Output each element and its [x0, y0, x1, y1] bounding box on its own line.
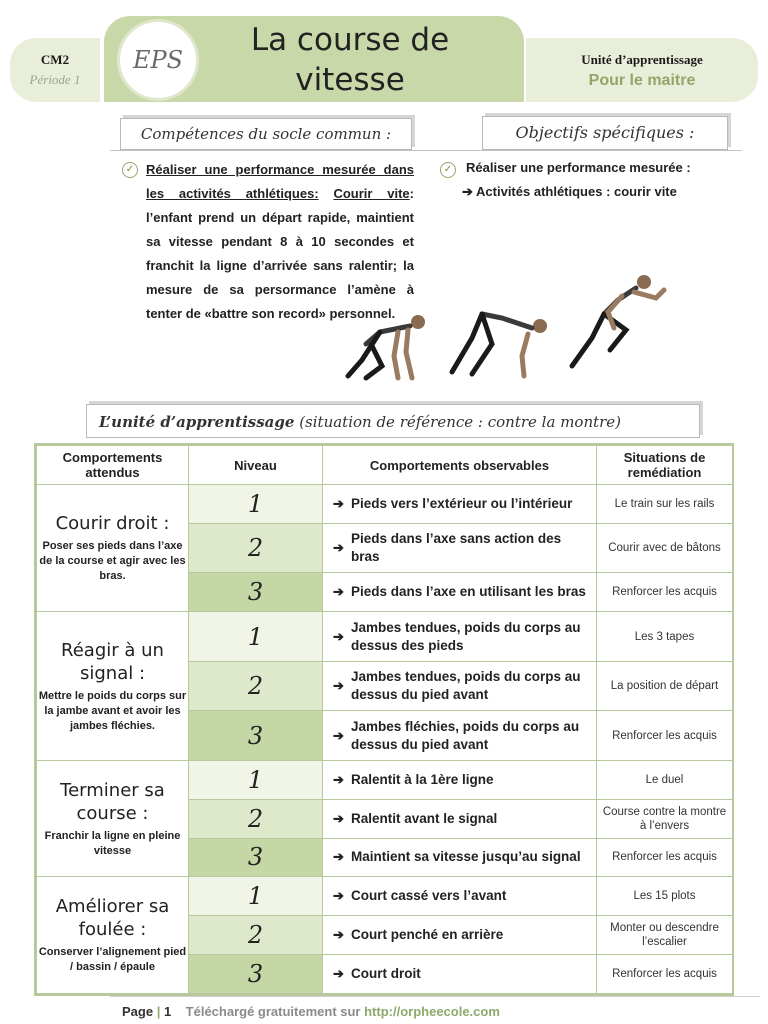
level-cell: 2 [189, 916, 323, 955]
behaviour-cell [37, 485, 189, 612]
behaviour-title: Améliorer sa foulée : [55, 896, 170, 941]
learning-unit-table [34, 443, 734, 996]
arrow-icon: ➔ [333, 849, 344, 865]
table-header-row [37, 446, 733, 485]
observable-cell [323, 612, 597, 662]
objectifs-heading: Objectifs spécifiques : [482, 116, 728, 150]
objectif-line-2 [462, 184, 677, 200]
class-label: CM2 [40, 52, 70, 67]
runner-crouch-icon [348, 315, 425, 378]
competence-underlined-2: Courir vite [333, 186, 410, 201]
remediation-cell: Renforcer les acquis [597, 711, 733, 761]
arrow-icon: ➔ [333, 966, 344, 982]
competences-heading: Compétences du socle commun : [120, 118, 412, 150]
arrow-icon: ➔ [333, 678, 344, 694]
level-cell: 3 [189, 573, 323, 612]
behaviour-description: Mettre le poids du corps sur la jambe avant et avoir les jambes fléchies. [38, 689, 187, 732]
arrow-icon: ➔ [333, 628, 344, 644]
unit-info-panel [526, 38, 758, 102]
check-icon: ✓ [440, 162, 456, 178]
check-icon: ✓ [122, 162, 138, 178]
unit-heading-bold: L’unité d’apprentissage [99, 413, 295, 431]
observable-text: Pieds vers l’extérieur ou l’intérieur [351, 495, 573, 511]
observable-text: Maintient sa vitesse jusqu’au signal [351, 849, 581, 865]
remediation-cell: Le duel [597, 760, 733, 799]
remediation-cell: Renforcer les acquis [597, 573, 733, 612]
level-cell: 2 [189, 661, 323, 711]
observable-cell [323, 799, 597, 838]
column-header: Comportements attendus [37, 446, 189, 485]
audience-label: Pour le maitre [588, 72, 696, 89]
behaviour-description: Conserver l’alignement pied / bassin / épaule [38, 946, 187, 974]
objectif-line-1: Réaliser une performance mesurée : [466, 160, 691, 175]
level-cell: 1 [189, 877, 323, 916]
page-number: 1 [163, 1004, 172, 1019]
competence-body: : l’enfant prend un départ rapide, maintient sa vitesse pendant 8 à 10 secondes et franchit la ligne d’arrivée sans ralentir; la mesure de sa persormance l’amène à tenter de «battre son record» personnel. [146, 186, 414, 321]
level-cell: 2 [189, 523, 323, 573]
unit-heading-rest: (situation de référence : contre la montre) [299, 413, 622, 431]
period-label: Période 1 [29, 72, 81, 87]
observable-text: Jambes tendues, poids du corps au dessus des pieds [351, 619, 581, 653]
arrow-icon: ➔ [333, 927, 344, 943]
observable-text: Ralentit à la 1ère ligne [351, 771, 494, 787]
remediation-cell: Le train sur les rails [597, 485, 733, 524]
divider [110, 150, 742, 151]
observable-cell [323, 523, 597, 573]
level-cell: 3 [189, 955, 323, 994]
observable-cell [323, 955, 597, 994]
level-cell: 1 [189, 612, 323, 662]
remediation-cell: Renforcer les acquis [597, 838, 733, 877]
behaviour-description: Poser ses pieds dans l’axe de la course et agir avec les bras. [39, 540, 186, 583]
observable-cell [323, 760, 597, 799]
behaviour-cell [37, 612, 189, 761]
arrow-icon: ➔ [333, 495, 344, 511]
observable-text: Jambes fléchies, poids du corps au dessus du pied avant [351, 718, 580, 752]
remediation-cell: Courir avec de bâtons [597, 523, 733, 573]
observable-text: Court cassé vers l’avant [351, 888, 507, 904]
behaviour-title: Réagir à un signal : [61, 639, 164, 684]
remediation-cell: Les 3 tapes [597, 612, 733, 662]
column-header: Comportements observables [323, 446, 597, 485]
observable-cell [323, 485, 597, 524]
level-cell: 1 [189, 760, 323, 799]
column-header: Situations de remédiation [597, 446, 733, 485]
remediation-cell: La position de départ [597, 661, 733, 711]
footer-separator: | [156, 1004, 161, 1019]
remediation-cell: Monter ou descendre l’escalier [597, 916, 733, 955]
competence-underlined-1: Réaliser une performance mesurée dans les activités athlétiques: [146, 162, 414, 201]
remediation-cell: Renforcer les acquis [597, 955, 733, 994]
observable-text: Court penché en arrière [351, 927, 504, 943]
arrow-icon: ➔ [333, 584, 344, 600]
level-cell: 3 [189, 838, 323, 877]
remediation-cell: Course contre la montre à l’envers [597, 799, 733, 838]
table-row [37, 877, 733, 916]
behaviour-title: Terminer sa course : [60, 779, 165, 824]
arrow-icon: ➔ [462, 184, 477, 199]
site-link[interactable]: http://orpheecole.com [364, 1004, 500, 1019]
observable-text: Ralentit avant le signal [351, 810, 498, 826]
arrow-icon: ➔ [333, 727, 344, 743]
observable-text: Pieds dans l’axe en utilisant les bras [351, 584, 586, 600]
table-row [37, 760, 733, 799]
arrow-icon: ➔ [333, 540, 344, 556]
observable-cell [323, 838, 597, 877]
table-row [37, 612, 733, 662]
page-footer [122, 1004, 500, 1019]
unit-label: Unité d’apprentissage [581, 52, 703, 67]
unit-heading [86, 404, 700, 438]
arrow-icon: ➔ [333, 888, 344, 904]
behaviour-cell [37, 877, 189, 994]
observable-text: Jambes tendues, poids du corps au dessus du pied avant [351, 669, 581, 703]
remediation-cell: Les 15 plots [597, 877, 733, 916]
level-cell: 2 [189, 799, 323, 838]
observable-cell [323, 573, 597, 612]
behaviour-cell [37, 760, 189, 877]
column-header: Niveau [189, 446, 323, 485]
behaviour-title: Courir droit : [55, 513, 170, 535]
download-text: Téléchargé gratuitement sur [185, 1004, 361, 1019]
eps-logo: EPS [120, 22, 196, 98]
arrow-icon: ➔ [333, 810, 344, 826]
observable-cell [323, 711, 597, 761]
observable-text: Pieds dans l’axe sans action des bras [351, 531, 562, 565]
class-info-panel [10, 38, 100, 102]
level-cell: 3 [189, 711, 323, 761]
runner-set-icon [452, 314, 547, 376]
sprinters-illustration [322, 268, 682, 388]
level-cell: 1 [189, 485, 323, 524]
observable-text: Court droit [351, 966, 421, 982]
table-row [37, 485, 733, 524]
behaviour-description: Franchir la ligne en pleine vitesse [44, 829, 181, 857]
page-title: La course de vitesse [250, 22, 450, 98]
observable-cell [323, 916, 597, 955]
observable-cell [323, 661, 597, 711]
runner-sprint-icon [572, 275, 664, 366]
footer-divider [110, 996, 760, 997]
page-label: Page [122, 1004, 154, 1019]
objectif-line-2-text: Activités athlétiques : courir vite [476, 184, 677, 199]
observable-cell [323, 877, 597, 916]
arrow-icon: ➔ [333, 771, 344, 787]
